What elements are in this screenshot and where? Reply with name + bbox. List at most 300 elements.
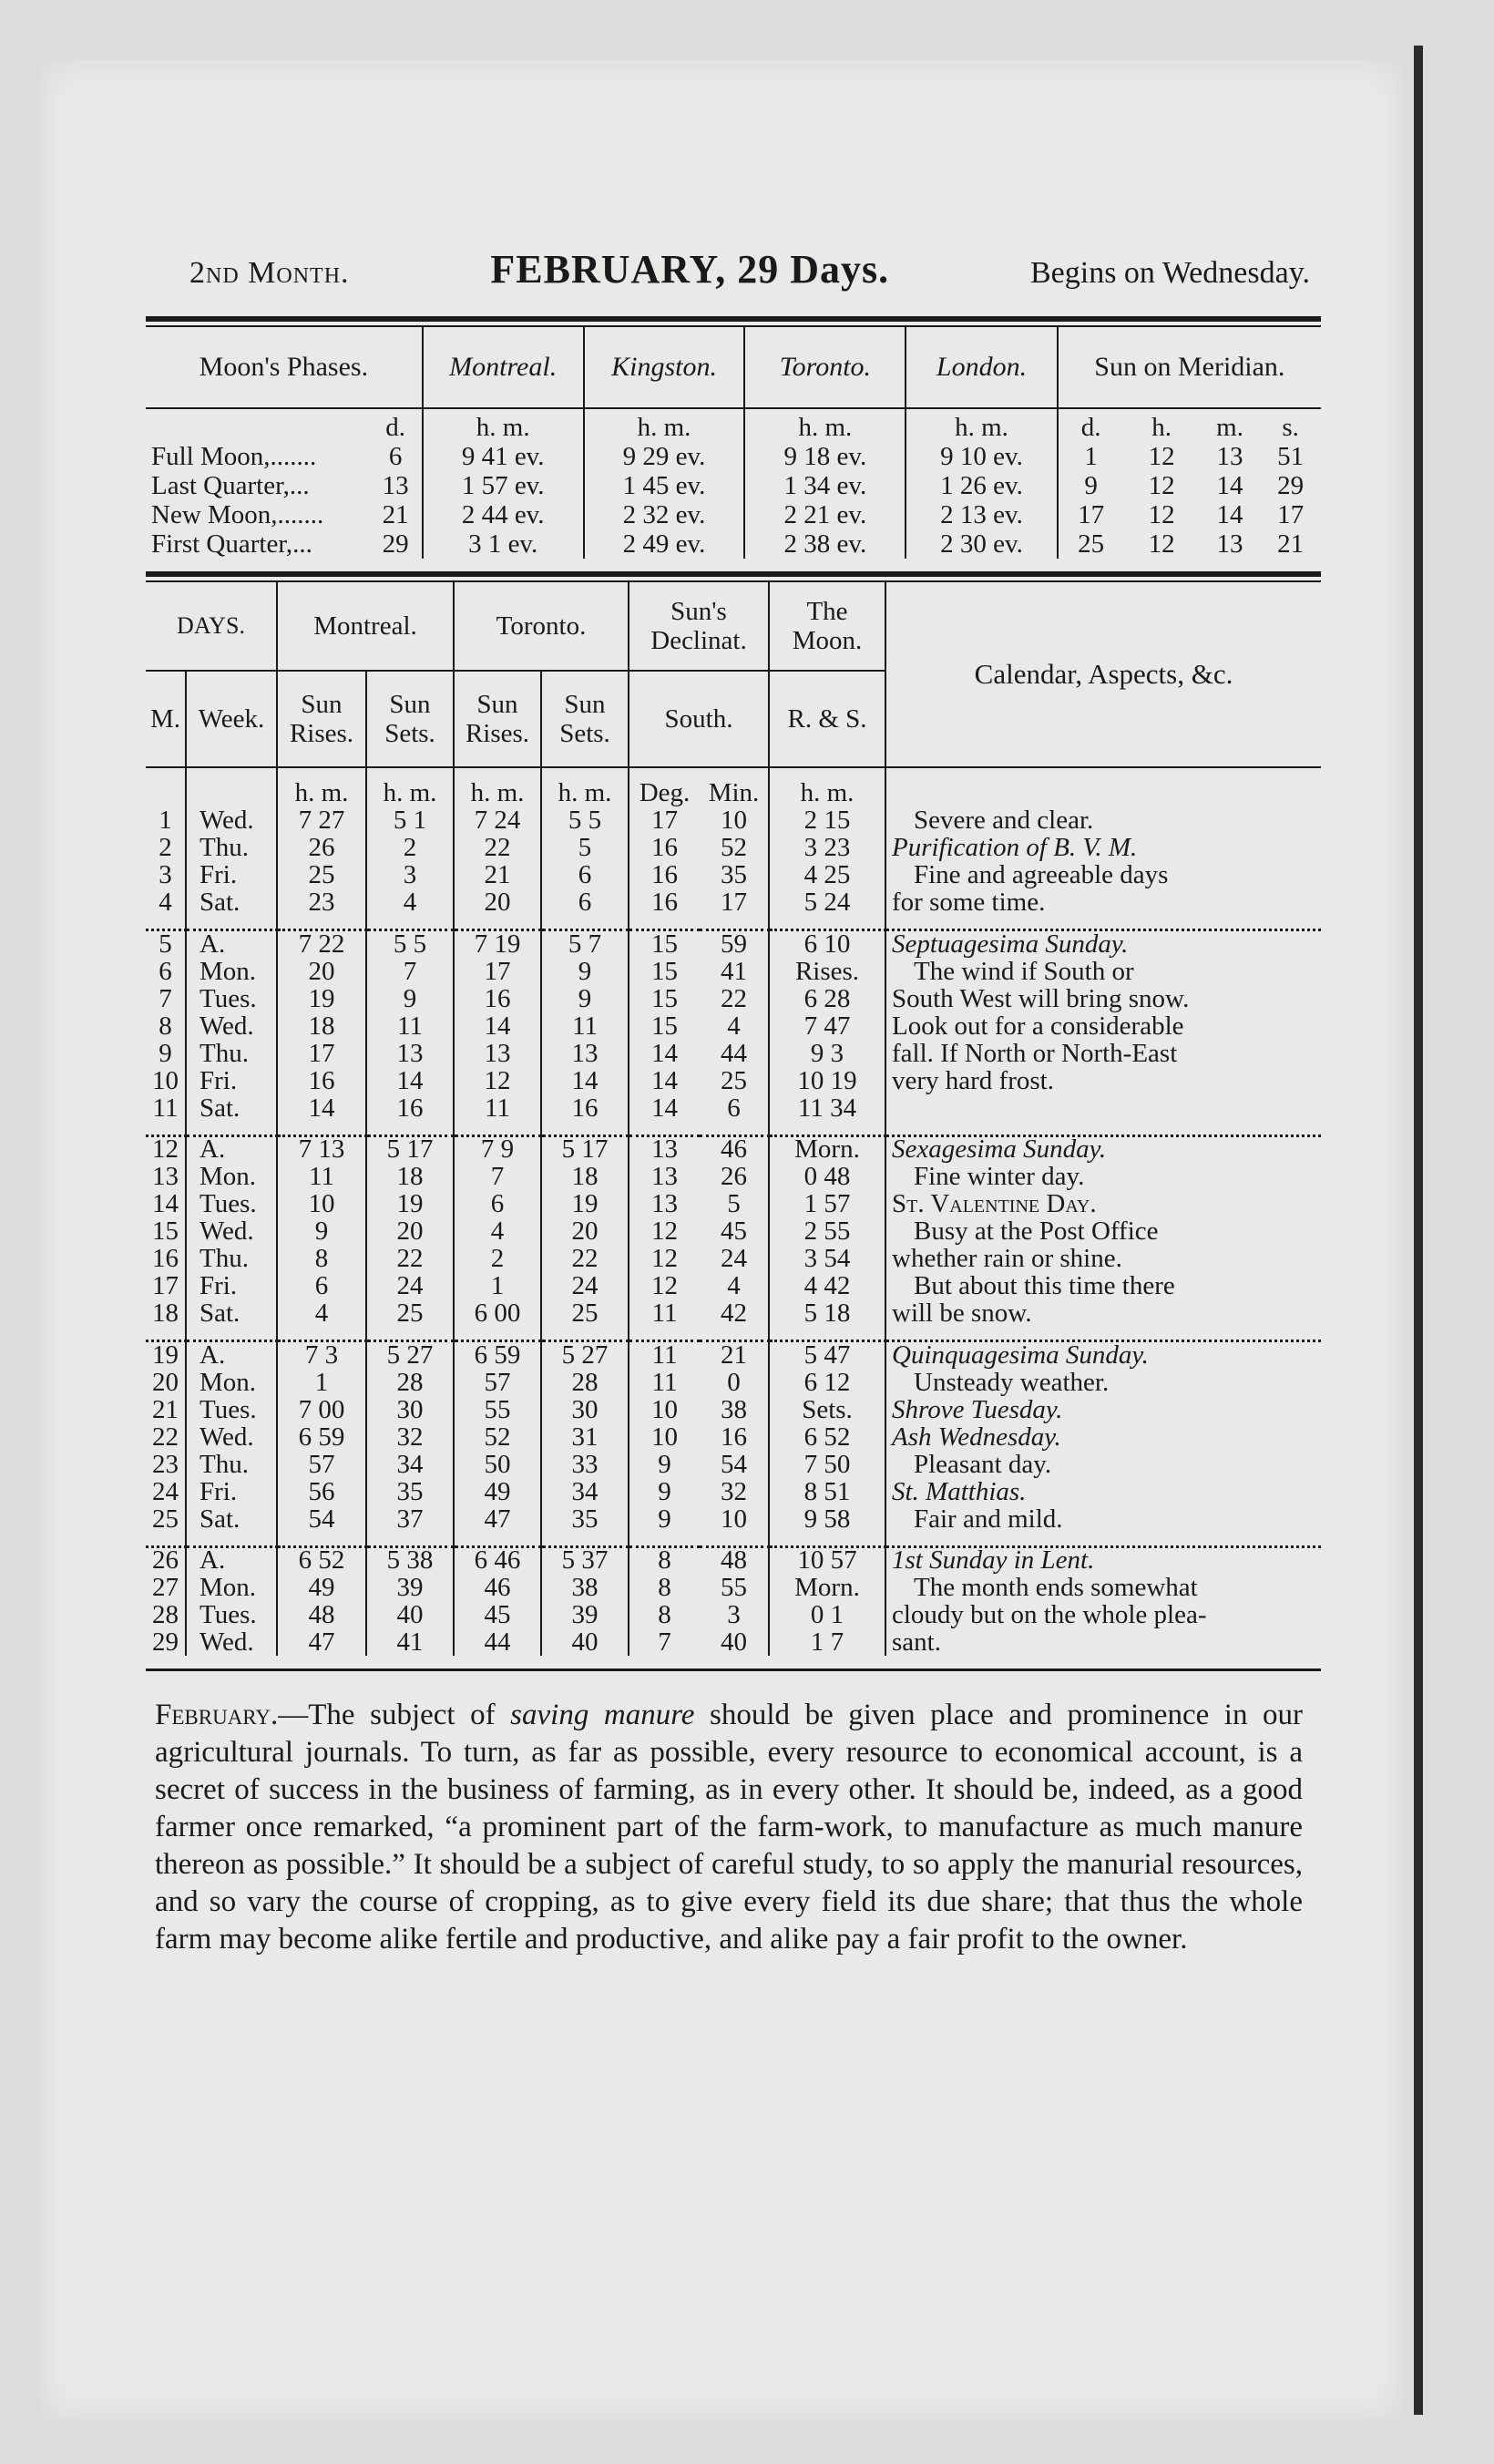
day-ts-cell: 33 [541, 1451, 629, 1478]
day-ms-cell: 9 [366, 985, 454, 1012]
day-row [146, 1040, 1321, 1067]
unit: h. m. [769, 767, 885, 806]
day-dm-cell: 32 [721, 1476, 747, 1506]
day-dd-cell: 15 [629, 930, 700, 958]
day-m-cell: 24 [152, 1476, 179, 1506]
day-dm-cell: 45 [721, 1217, 747, 1246]
day-ts-cell: 39 [541, 1601, 629, 1628]
day-tr-cell: 50 [454, 1451, 541, 1478]
days-header: DAYS. [146, 582, 277, 671]
south-header: South. [629, 671, 769, 767]
montreal-rises-header: Sun Rises. [277, 671, 366, 767]
week-separator [146, 1327, 1321, 1341]
moon-montreal-cell: 3 1 ev. [423, 529, 584, 559]
rule [146, 316, 1321, 322]
month-title: FEBRUARY, 29 Days. [490, 247, 890, 292]
day-ts-cell: 5 17 [541, 1135, 629, 1163]
daily-table [146, 582, 1321, 1656]
day-moon-cell: 4 25 [769, 861, 885, 888]
day-tr-cell: 1 [454, 1272, 541, 1299]
day-dd-cell: 12 [629, 1245, 700, 1272]
day-row [146, 1574, 1321, 1601]
day-ts-cell: 22 [541, 1245, 629, 1272]
day-ts-cell: 5 [541, 834, 629, 861]
unit: m. [1216, 413, 1243, 442]
week-separator [146, 1122, 1321, 1136]
moon-m-cell: 13 [1216, 442, 1243, 471]
day-mr-cell: 7 3 [277, 1341, 366, 1369]
moon-phase-cell: Full Moon,....... [151, 442, 317, 471]
moon-s-cell: 17 [1277, 500, 1305, 529]
toronto-header: Toronto. [744, 327, 906, 408]
rule [146, 571, 1321, 577]
day-dd-cell: 8 [629, 1601, 700, 1628]
day-mr-cell: 49 [277, 1574, 366, 1601]
unit: h. m. [541, 767, 629, 806]
day-tr-cell: 49 [454, 1478, 541, 1505]
calendar-note-cell: Ash Wednesday. [885, 1423, 1321, 1451]
day-dm-cell: 6 [727, 1093, 741, 1123]
units-row [146, 767, 1321, 806]
day-dd-cell: 11 [629, 1299, 700, 1327]
moon-phase-row [146, 529, 1321, 559]
day-row [146, 1423, 1321, 1451]
day-dm-cell: 3 [727, 1600, 741, 1629]
day-mr-cell: 4 [277, 1299, 366, 1327]
day-ms-cell: 13 [366, 1040, 454, 1067]
day-dm-cell: 55 [721, 1573, 747, 1602]
calendar-note-cell: Severe and clear. [885, 806, 1321, 834]
m-header: M. [146, 671, 186, 767]
day-mr-cell: 54 [277, 1505, 366, 1533]
day-row [146, 1245, 1321, 1272]
day-w-cell: Sat. [186, 1094, 277, 1122]
moon-md-cell: 17 [1058, 500, 1124, 529]
unit: h. [1151, 413, 1172, 442]
day-tr-cell: 45 [454, 1601, 541, 1628]
note-text: —The subject of [278, 1699, 511, 1731]
day-mr-cell: 10 [277, 1190, 366, 1217]
day-moon-cell: 6 52 [769, 1423, 885, 1451]
week-separator [146, 1533, 1321, 1547]
day-m-cell: 16 [152, 1244, 179, 1273]
day-mr-cell: 6 52 [277, 1546, 366, 1574]
calendar-note-cell: Shrove Tuesday. [885, 1396, 1321, 1423]
day-ms-cell: 5 5 [366, 930, 454, 958]
day-tr-cell: 52 [454, 1423, 541, 1451]
day-tr-cell: 11 [454, 1094, 541, 1122]
day-row [146, 1217, 1321, 1245]
day-row [146, 930, 1321, 958]
day-m-cell: 25 [152, 1504, 179, 1534]
day-ms-cell: 5 27 [366, 1341, 454, 1369]
day-dm-cell: 4 [727, 1011, 741, 1041]
day-dd-cell: 8 [629, 1546, 700, 1574]
calendar-note-cell: Unsteady weather. [885, 1369, 1321, 1396]
day-w-cell: Sat. [186, 1505, 277, 1533]
day-tr-cell: 4 [454, 1217, 541, 1245]
moon-md-cell: 25 [1058, 529, 1124, 559]
day-tr-cell: 13 [454, 1040, 541, 1067]
toronto-rises-header: Sun Rises. [454, 671, 541, 767]
day-w-cell: Wed. [186, 1217, 277, 1245]
day-moon-cell: Morn. [769, 1135, 885, 1163]
calendar-note-cell: Quinquagesima Sunday. [885, 1341, 1321, 1369]
day-m-cell: 23 [152, 1449, 179, 1479]
day-moon-cell: 6 10 [769, 930, 885, 958]
day-dd-cell: 16 [629, 834, 700, 861]
day-row [146, 1478, 1321, 1505]
day-mr-cell: 48 [277, 1601, 366, 1628]
day-tr-cell: 17 [454, 958, 541, 985]
day-mr-cell: 9 [277, 1217, 366, 1245]
moon-phase-cell: Last Quarter,... [151, 471, 310, 500]
day-moon-cell: 10 19 [769, 1067, 885, 1094]
day-ts-cell: 30 [541, 1396, 629, 1423]
day-ts-cell: 5 27 [541, 1341, 629, 1369]
calendar-note-cell [885, 1094, 1321, 1122]
day-ms-cell: 22 [366, 1245, 454, 1272]
moon-phase-cell: First Quarter,... [151, 529, 312, 559]
day-ms-cell: 32 [366, 1423, 454, 1451]
day-w-cell: Sat. [186, 888, 277, 916]
day-mr-cell: 7 00 [277, 1396, 366, 1423]
day-m-cell: 15 [152, 1217, 179, 1246]
day-w-cell: Thu. [186, 1245, 277, 1272]
moon-h-cell: 12 [1148, 442, 1175, 471]
week-separator [146, 916, 1321, 930]
day-mr-cell: 6 59 [277, 1423, 366, 1451]
day-dm-cell: 26 [721, 1162, 747, 1191]
day-m-cell: 18 [152, 1299, 179, 1328]
day-moon-cell: 0 48 [769, 1163, 885, 1190]
moon-kingston-cell: 2 49 ev. [584, 529, 745, 559]
day-w-cell: Fri. [186, 861, 277, 888]
day-m-cell: 29 [152, 1627, 179, 1657]
moon-m-cell: 14 [1216, 471, 1243, 500]
day-m-cell: 26 [152, 1545, 179, 1575]
day-m-cell: 28 [152, 1600, 179, 1629]
day-w-cell: Thu. [186, 1451, 277, 1478]
calendar-note-cell: fall. If North or North-East [885, 1040, 1321, 1067]
day-ts-cell: 14 [541, 1067, 629, 1094]
day-tr-cell: 7 [454, 1163, 541, 1190]
day-m-cell: 13 [152, 1162, 179, 1191]
day-w-cell: A. [186, 1546, 277, 1574]
day-dm-cell: 0 [727, 1367, 741, 1397]
day-dd-cell: 16 [629, 888, 700, 916]
day-m-cell: 19 [152, 1340, 179, 1370]
rise-set-header: R. & S. [769, 671, 885, 767]
day-tr-cell: 6 [454, 1190, 541, 1217]
calendar-note-cell: Fine winter day. [885, 1163, 1321, 1190]
day-dm-cell: 54 [721, 1449, 747, 1479]
moon-toronto-cell: 2 38 ev. [744, 529, 906, 559]
day-ms-cell: 11 [366, 1012, 454, 1040]
day-ms-cell: 37 [366, 1505, 454, 1533]
day-dd-cell: 13 [629, 1163, 700, 1190]
day-ts-cell: 25 [541, 1299, 629, 1327]
day-ts-cell: 5 5 [541, 806, 629, 834]
day-row [146, 1012, 1321, 1040]
note-emphasis: saving manure [510, 1699, 695, 1731]
day-moon-cell: 5 47 [769, 1341, 885, 1369]
calendar-note-cell: for some time. [885, 888, 1321, 916]
day-ts-cell: 20 [541, 1217, 629, 1245]
day-m-cell: 9 [159, 1038, 172, 1068]
day-moon-cell: Sets. [769, 1396, 885, 1423]
moon-s-cell: 21 [1277, 529, 1305, 559]
unit: h. m. [584, 408, 745, 442]
day-dm-cell: 24 [721, 1244, 747, 1273]
day-w-cell: Fri. [186, 1067, 277, 1094]
day-tr-cell: 47 [454, 1505, 541, 1533]
day-ts-cell: 34 [541, 1478, 629, 1505]
day-dm-cell: 35 [721, 860, 747, 889]
day-ms-cell: 28 [366, 1369, 454, 1396]
day-moon-cell: 8 51 [769, 1478, 885, 1505]
day-dm-cell: 16 [721, 1422, 747, 1452]
day-m-cell: 3 [159, 860, 172, 889]
day-m-cell: 11 [152, 1093, 179, 1123]
moon-m-cell: 14 [1216, 500, 1243, 529]
day-ms-cell: 24 [366, 1272, 454, 1299]
february-note [155, 1697, 1303, 1958]
moon-montreal-cell: 9 41 ev. [423, 442, 584, 471]
kingston-header: Kingston. [584, 327, 745, 408]
day-tr-cell: 57 [454, 1369, 541, 1396]
day-tr-cell: 55 [454, 1396, 541, 1423]
day-dm-cell: 25 [721, 1065, 747, 1095]
note-text: should be given place and prominence in our agricultural journals. To turn, as far as possible, every resource to economical account, is a secret of success in the business of farming, as in every other. It should be, indeed, as a good farmer once remarked, “a prominent part of the farm-work, to manufacture as much manure thereon as possible.” It should be a subject of careful study, to so apply the manurial resources, and so vary the course of cropping, as to give every field its due share; that thus the whole farm may become alike fertile and productive, and alike pay a fair profit to the owner. [155, 1699, 1303, 1956]
day-ms-cell: 35 [366, 1478, 454, 1505]
moon-montreal-cell: 2 44 ev. [423, 500, 584, 529]
day-row [146, 834, 1321, 861]
day-ms-cell: 2 [366, 834, 454, 861]
day-w-cell: Thu. [186, 1040, 277, 1067]
day-dd-cell: 9 [629, 1478, 700, 1505]
montreal-header: Montreal. [423, 327, 584, 408]
day-ms-cell: 30 [366, 1396, 454, 1423]
day-tr-cell: 14 [454, 1012, 541, 1040]
calendar-note-cell: sant. [885, 1628, 1321, 1656]
day-w-cell: A. [186, 1135, 277, 1163]
day-mr-cell: 11 [277, 1163, 366, 1190]
day-ts-cell: 13 [541, 1040, 629, 1067]
day-ms-cell: 20 [366, 1217, 454, 1245]
day-moon-cell: 5 24 [769, 888, 885, 916]
day-mr-cell: 20 [277, 958, 366, 985]
day-dd-cell: 14 [629, 1040, 700, 1067]
day-moon-cell: 3 23 [769, 834, 885, 861]
day-dd-cell: 9 [629, 1505, 700, 1533]
month-header [189, 246, 1310, 293]
day-ts-cell: 28 [541, 1369, 629, 1396]
day-m-cell: 8 [159, 1011, 172, 1041]
day-dd-cell: 13 [629, 1135, 700, 1163]
calendar-note-cell: The wind if South or [885, 958, 1321, 985]
day-moon-cell: 7 47 [769, 1012, 885, 1040]
day-dm-cell: 59 [721, 929, 747, 959]
day-mr-cell: 7 27 [277, 806, 366, 834]
day-m-cell: 2 [159, 833, 172, 862]
moon-london-cell: 9 10 ev. [906, 442, 1057, 471]
day-m-cell: 20 [152, 1367, 179, 1397]
day-dd-cell: 17 [629, 806, 700, 834]
unit: h. m. [454, 767, 541, 806]
moon-s-cell: 29 [1277, 471, 1305, 500]
day-ms-cell: 5 38 [366, 1546, 454, 1574]
day-tr-cell: 6 46 [454, 1546, 541, 1574]
day-dd-cell: 11 [629, 1341, 700, 1369]
day-mr-cell: 18 [277, 1012, 366, 1040]
day-dm-cell: 10 [721, 1504, 747, 1534]
day-ts-cell: 5 37 [541, 1546, 629, 1574]
day-tr-cell: 7 9 [454, 1135, 541, 1163]
unit: h. m. [744, 408, 906, 442]
day-moon-cell: 9 3 [769, 1040, 885, 1067]
unit: h. m. [366, 767, 454, 806]
day-ts-cell: 19 [541, 1190, 629, 1217]
moon-m-cell: 13 [1216, 529, 1243, 559]
moon-toronto-cell: 9 18 ev. [744, 442, 906, 471]
day-dm-cell: 22 [721, 983, 747, 1013]
day-tr-cell: 20 [454, 888, 541, 916]
day-dm-cell: 17 [721, 888, 747, 917]
day-row [146, 1067, 1321, 1094]
day-row [146, 1094, 1321, 1122]
day-ts-cell: 18 [541, 1163, 629, 1190]
day-mr-cell: 7 22 [277, 930, 366, 958]
montreal-header: Montreal. [277, 582, 454, 671]
calendar-note-cell: St. Valentine Day. [885, 1190, 1321, 1217]
day-mr-cell: 19 [277, 985, 366, 1012]
day-dm-cell: 44 [721, 1038, 747, 1068]
day-row [146, 1601, 1321, 1628]
begins-on: Begins on Wednesday. [1029, 256, 1310, 290]
day-w-cell: Wed. [186, 1628, 277, 1656]
calendar-note-cell: 1st Sunday in Lent. [885, 1546, 1321, 1574]
note-lead: February. [155, 1699, 279, 1731]
day-w-cell: Wed. [186, 1012, 277, 1040]
day-dm-cell: 21 [721, 1340, 747, 1370]
week-header: Week. [186, 671, 277, 767]
day-w-cell: Tues. [186, 985, 277, 1012]
day-m-cell: 4 [159, 888, 172, 917]
day-mr-cell: 8 [277, 1245, 366, 1272]
moon-phase-cell: New Moon,....... [151, 500, 324, 529]
moon-kingston-cell: 9 29 ev. [584, 442, 745, 471]
day-m-cell: 1 [159, 806, 172, 835]
day-tr-cell: 22 [454, 834, 541, 861]
day-mr-cell: 16 [277, 1067, 366, 1094]
day-dm-cell: 46 [721, 1134, 747, 1164]
day-mr-cell: 17 [277, 1040, 366, 1067]
day-w-cell: Mon. [186, 1163, 277, 1190]
day-moon-cell: Morn. [769, 1574, 885, 1601]
day-w-cell: Fri. [186, 1272, 277, 1299]
day-w-cell: A. [186, 930, 277, 958]
day-dm-cell: 4 [727, 1271, 741, 1300]
day-mr-cell: 57 [277, 1451, 366, 1478]
day-row [146, 1628, 1321, 1656]
day-mr-cell: 1 [277, 1369, 366, 1396]
day-row [146, 958, 1321, 985]
day-w-cell: Fri. [186, 1478, 277, 1505]
day-moon-cell: 9 58 [769, 1505, 885, 1533]
moon-london-cell: 2 30 ev. [906, 529, 1057, 559]
day-moon-cell: 11 34 [769, 1094, 885, 1122]
calendar-header: Calendar, Aspects, &c. [885, 582, 1321, 767]
day-ms-cell: 39 [366, 1574, 454, 1601]
moon-h-cell: 12 [1148, 529, 1175, 559]
day-dd-cell: 9 [629, 1451, 700, 1478]
day-w-cell: Tues. [186, 1396, 277, 1423]
day-tr-cell: 46 [454, 1574, 541, 1601]
declination-header: Sun's Declinat. [629, 582, 769, 671]
calendar-note-cell: St. Matthias. [885, 1478, 1321, 1505]
day-ms-cell: 40 [366, 1601, 454, 1628]
day-m-cell: 7 [159, 983, 172, 1013]
day-ts-cell: 16 [541, 1094, 629, 1122]
calendar-note-cell: Fine and agreeable days [885, 861, 1321, 888]
day-dm-cell: 42 [721, 1299, 747, 1328]
day-m-cell: 5 [159, 929, 172, 959]
calendar-note-cell: South West will bring snow. [885, 985, 1321, 1012]
moon-s-cell: 51 [1277, 442, 1305, 471]
day-row [146, 806, 1321, 834]
day-moon-cell: 0 1 [769, 1601, 885, 1628]
day-row [146, 888, 1321, 916]
day-moon-cell: 6 28 [769, 985, 885, 1012]
calendar-note-cell: very hard frost. [885, 1067, 1321, 1094]
calendar-note-cell: will be snow. [885, 1299, 1321, 1327]
day-moon-cell: 2 55 [769, 1217, 885, 1245]
calendar-note-cell: Busy at the Post Office [885, 1217, 1321, 1245]
day-ts-cell: 11 [541, 1012, 629, 1040]
moon-d-cell: 6 [388, 442, 403, 471]
day-m-cell: 22 [152, 1422, 179, 1452]
day-dd-cell: 14 [629, 1067, 700, 1094]
moon-phases-table [146, 327, 1321, 559]
day-dd-cell: 14 [629, 1094, 700, 1122]
day-row [146, 1272, 1321, 1299]
calendar-note-cell: whether rain or shine. [885, 1245, 1321, 1272]
day-w-cell: Thu. [186, 834, 277, 861]
day-mr-cell: 47 [277, 1628, 366, 1656]
day-mr-cell: 7 13 [277, 1135, 366, 1163]
moon-md-cell: 9 [1058, 471, 1124, 500]
day-ts-cell: 6 [541, 888, 629, 916]
day-row [146, 1451, 1321, 1478]
day-row [146, 985, 1321, 1012]
day-moon-cell: 1 7 [769, 1628, 885, 1656]
day-ms-cell: 3 [366, 861, 454, 888]
day-w-cell: Tues. [186, 1190, 277, 1217]
moon-kingston-cell: 1 45 ev. [584, 471, 745, 500]
day-dd-cell: 10 [629, 1396, 700, 1423]
month-number: 2nd Month. [189, 256, 350, 290]
day-ms-cell: 18 [366, 1163, 454, 1190]
day-tr-cell: 44 [454, 1628, 541, 1656]
day-mr-cell: 56 [277, 1478, 366, 1505]
day-m-cell: 10 [152, 1065, 179, 1095]
day-ts-cell: 38 [541, 1574, 629, 1601]
moon-d-cell: 13 [382, 471, 409, 500]
moon-toronto-cell: 1 34 ev. [744, 471, 906, 500]
unit: h. m. [277, 767, 366, 806]
day-dd-cell: 13 [629, 1190, 700, 1217]
